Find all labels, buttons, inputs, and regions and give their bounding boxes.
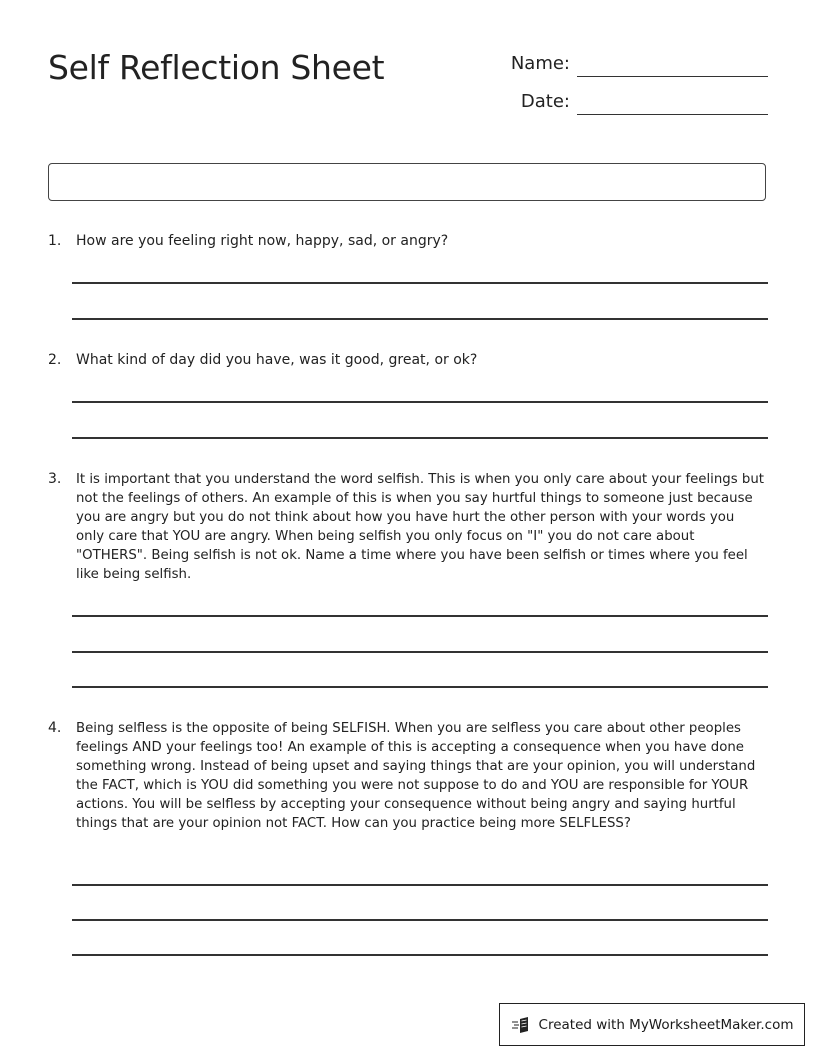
answer-line[interactable] — [72, 282, 768, 284]
question-text: Being selfless is the opposite of being SELFISH. When you are selfless you care about other peoples feelings AND your feelings too! An example of this is accepting a consequence when you have done something wrong. Instead of being upset and saying things that are your opinion, you will understand the FACT, which is YOU did something you were not suppose to do and YOU are responsible for YOUR actions. You will be selfless by accepting your consequence without being angry and saying hurtful things that are your opinion not FACT. How can you practice being more SELFLESS? — [76, 721, 756, 831]
page-title: Self Reflection Sheet — [48, 48, 385, 87]
date-label: Date: — [520, 91, 570, 112]
name-label: Name: — [510, 53, 570, 74]
book-icon — [511, 1016, 533, 1034]
date-field[interactable] — [577, 114, 768, 115]
question-text: What kind of day did you have, was it good, great, or ok? — [76, 352, 478, 368]
answer-line[interactable] — [72, 884, 768, 886]
blank-box[interactable] — [48, 163, 766, 201]
answer-line[interactable] — [72, 686, 768, 688]
answer-line[interactable] — [72, 954, 768, 956]
credit-badge[interactable] — [499, 1003, 805, 1046]
question-number: 4. — [48, 720, 62, 736]
answer-line[interactable] — [72, 318, 768, 320]
question-text: It is important that you understand the word selfish. This is when you only care about your feelings but not the feelings of others. An example of this is when you say hurtful things to someone just because you are angry but you do not think about how you have hurt the other person with your words you only care that YOU are angry. When being selfish you only focus on "I" you do not care about "OTHERS". Being selfish is not ok. Name a time where you have been selfish or times where you feel like being selfish. — [76, 472, 764, 582]
question-number: 2. — [48, 352, 62, 368]
question-text: How are you feeling right now, happy, sad, or angry? — [76, 233, 449, 249]
answer-line[interactable] — [72, 651, 768, 653]
question-number: 3. — [48, 471, 62, 487]
question-number: 1. — [48, 233, 62, 249]
credit-text: Created with MyWorksheetMaker.com — [538, 1016, 794, 1033]
answer-line[interactable] — [72, 919, 768, 921]
answer-line[interactable] — [72, 437, 768, 439]
answer-line[interactable] — [72, 401, 768, 403]
name-field[interactable] — [577, 76, 768, 77]
answer-line[interactable] — [72, 615, 768, 617]
